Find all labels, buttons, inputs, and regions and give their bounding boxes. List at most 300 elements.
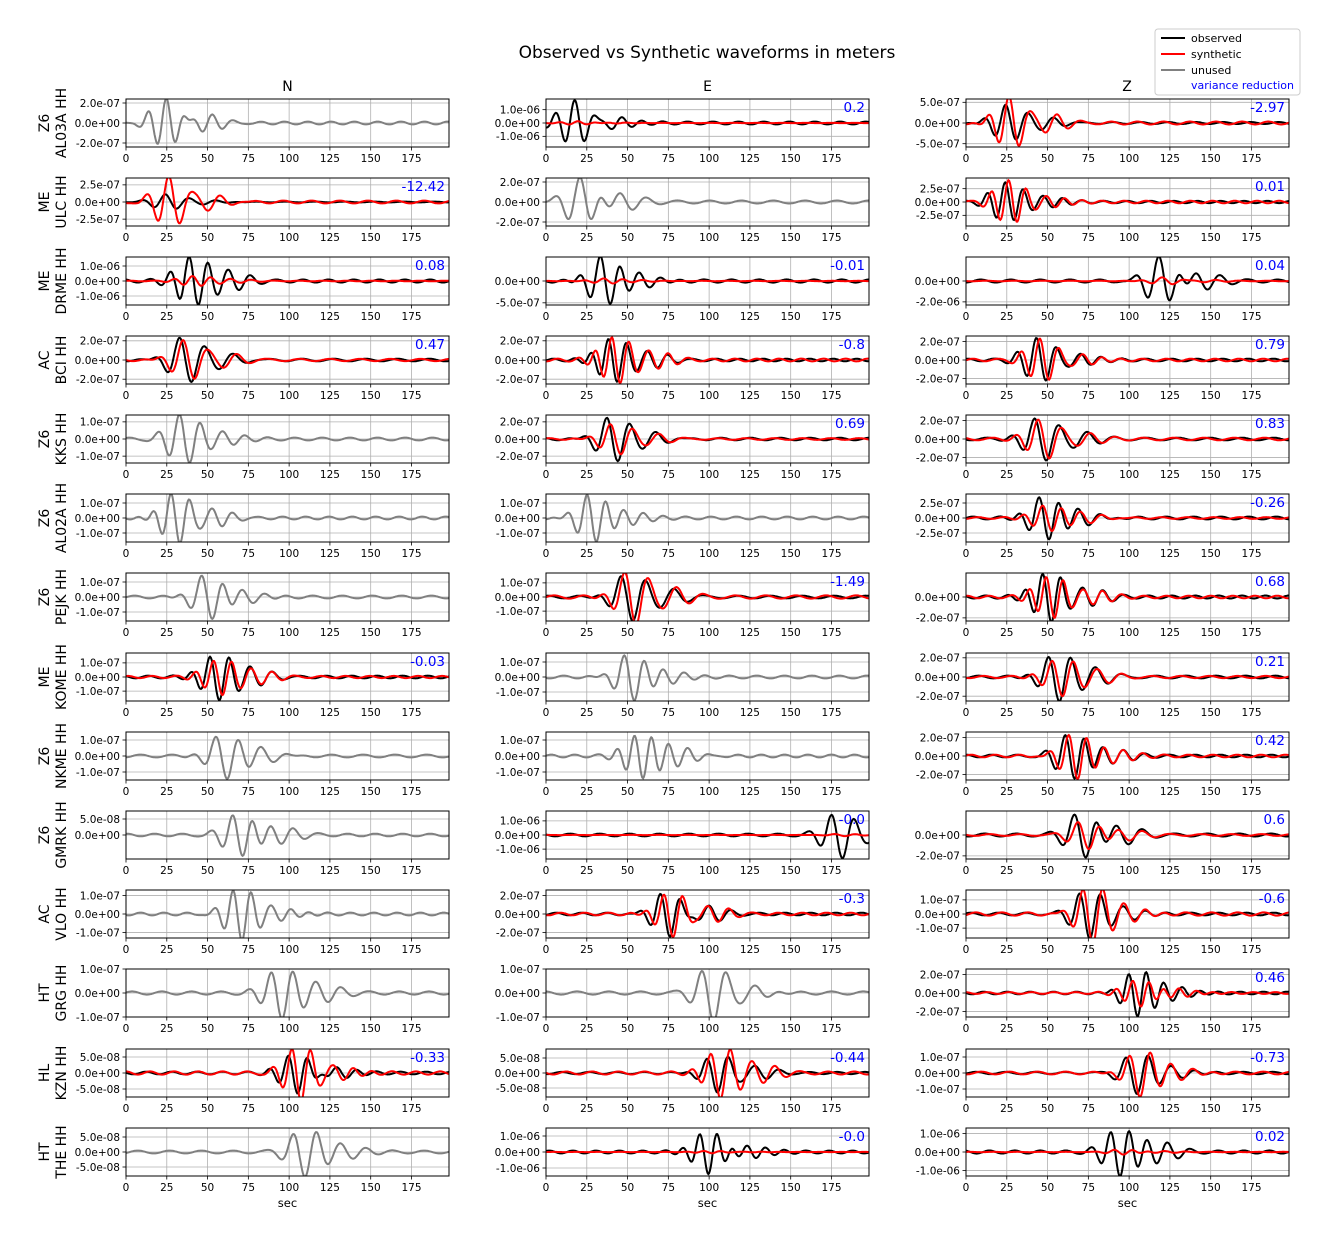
x-tick-label: 100 bbox=[699, 1103, 720, 1115]
x-tick-label: 175 bbox=[821, 865, 842, 877]
x-tick-label: 75 bbox=[1081, 786, 1096, 798]
variance-reduction-label: -1.49 bbox=[830, 574, 865, 590]
y-tick-label: 1.0e-07 bbox=[499, 497, 540, 510]
y-tick-label: -2.0e-07 bbox=[915, 452, 960, 465]
y-tick-label: 1.0e-07 bbox=[499, 734, 540, 747]
x-tick-label: 125 bbox=[319, 311, 340, 323]
variance-reduction-label: 0.6 bbox=[1263, 812, 1285, 828]
x-tick-label: 125 bbox=[319, 865, 340, 877]
x-tick-label: 50 bbox=[200, 1103, 215, 1115]
x-tick-label: 75 bbox=[661, 469, 676, 481]
y-tick-label: 1.0e-06 bbox=[79, 260, 120, 273]
x-tick-label: 150 bbox=[780, 1103, 801, 1115]
x-tick-label: 100 bbox=[279, 311, 300, 323]
y-tick-label: 2.0e-07 bbox=[919, 415, 960, 428]
panel-4-2 bbox=[915, 415, 1289, 481]
legend bbox=[1155, 29, 1300, 95]
x-tick-label: 25 bbox=[1000, 153, 1014, 165]
row-label-2 bbox=[37, 248, 70, 315]
x-tick-label: 0 bbox=[962, 153, 970, 165]
x-tick-label: 0 bbox=[962, 944, 970, 956]
row-network-label: HT bbox=[37, 983, 53, 1003]
x-axis-label: sec bbox=[1117, 1196, 1138, 1210]
panel-5-2 bbox=[915, 494, 1289, 560]
legend-label-synthetic: synthetic bbox=[1191, 48, 1242, 61]
variance-reduction-label: -2.97 bbox=[1250, 100, 1285, 116]
row-network-label: HL bbox=[37, 1063, 53, 1083]
x-tick-label: 100 bbox=[699, 1023, 720, 1035]
x-tick-label: 25 bbox=[160, 390, 174, 402]
x-tick-label: 125 bbox=[739, 469, 760, 481]
row-station-label: VLO HH bbox=[54, 887, 70, 941]
x-tick-label: 100 bbox=[1119, 1182, 1140, 1194]
x-tick-label: 0 bbox=[962, 865, 970, 877]
x-tick-label: 50 bbox=[620, 390, 635, 402]
x-tick-label: 150 bbox=[1200, 469, 1221, 481]
legend-label-observed: observed bbox=[1191, 32, 1242, 45]
figure-title: Observed vs Synthetic waveforms in meters bbox=[518, 43, 896, 63]
x-tick-label: 50 bbox=[1040, 390, 1055, 402]
x-tick-label: 25 bbox=[1000, 1023, 1014, 1035]
x-tick-label: 75 bbox=[661, 707, 676, 719]
x-tick-label: 50 bbox=[1040, 627, 1055, 639]
x-tick-label: 25 bbox=[580, 1103, 594, 1115]
x-tick-label: 0 bbox=[122, 865, 130, 877]
x-tick-label: 125 bbox=[1159, 1023, 1180, 1035]
row-label-5 bbox=[37, 483, 70, 553]
x-tick-label: 175 bbox=[821, 1023, 842, 1035]
x-tick-label: 125 bbox=[1159, 786, 1180, 798]
x-tick-label: 75 bbox=[1081, 153, 1096, 165]
x-tick-label: 50 bbox=[200, 548, 215, 560]
y-tick-label: 0.0e+00 bbox=[74, 275, 120, 288]
variance-reduction-label: -0.8 bbox=[838, 337, 865, 353]
y-tick-label: -1.0e-06 bbox=[75, 290, 120, 303]
x-tick-label: 25 bbox=[1000, 627, 1014, 639]
x-tick-label: 150 bbox=[780, 786, 801, 798]
y-tick-label: -2.0e-06 bbox=[915, 296, 960, 309]
y-tick-label: 0.0e+00 bbox=[74, 433, 120, 446]
y-tick-label: 0.0e+00 bbox=[914, 1067, 960, 1080]
variance-reduction-label: 0.42 bbox=[1254, 733, 1285, 749]
x-tick-label: 0 bbox=[122, 390, 130, 402]
x-tick-label: 0 bbox=[542, 1023, 550, 1035]
x-tick-label: 50 bbox=[200, 944, 215, 956]
row-network-label: ME bbox=[37, 191, 53, 213]
y-tick-label: 1.0e-06 bbox=[499, 104, 540, 117]
panel-2-0 bbox=[75, 257, 449, 323]
variance-reduction-label: -12.42 bbox=[401, 179, 445, 195]
y-tick-label: -5.0e-08 bbox=[75, 1083, 120, 1096]
x-tick-label: 0 bbox=[542, 311, 550, 323]
x-tick-label: 0 bbox=[962, 707, 970, 719]
x-tick-label: 75 bbox=[1081, 548, 1096, 560]
y-tick-label: 0.0e+00 bbox=[74, 750, 120, 763]
x-tick-label: 150 bbox=[780, 1023, 801, 1035]
column-title-n: N bbox=[282, 79, 293, 95]
y-tick-label: -1.0e-07 bbox=[75, 450, 120, 463]
panel-8-1 bbox=[495, 732, 869, 798]
row-network-label: AC bbox=[37, 904, 53, 924]
x-tick-label: 175 bbox=[821, 311, 842, 323]
x-tick-label: 125 bbox=[739, 548, 760, 560]
x-tick-label: 125 bbox=[319, 786, 340, 798]
y-tick-label: 0.0e+00 bbox=[74, 1067, 120, 1080]
x-tick-label: 100 bbox=[279, 1103, 300, 1115]
y-tick-label: -1.0e-07 bbox=[75, 606, 120, 619]
x-tick-label: 0 bbox=[542, 627, 550, 639]
x-tick-label: 50 bbox=[200, 1023, 215, 1035]
x-tick-label: 125 bbox=[1159, 707, 1180, 719]
x-tick-label: 0 bbox=[962, 1103, 970, 1115]
x-tick-label: 125 bbox=[1159, 153, 1180, 165]
x-tick-label: 125 bbox=[739, 390, 760, 402]
x-tick-label: 125 bbox=[1159, 944, 1180, 956]
x-tick-label: 100 bbox=[279, 944, 300, 956]
x-tick-label: 25 bbox=[580, 627, 594, 639]
x-tick-label: 150 bbox=[1200, 707, 1221, 719]
panel-7-0 bbox=[75, 653, 449, 719]
y-tick-label: 2.0e-07 bbox=[499, 890, 540, 903]
x-tick-label: 50 bbox=[1040, 1103, 1055, 1115]
x-tick-label: 0 bbox=[962, 786, 970, 798]
panel-10-1 bbox=[495, 890, 869, 956]
x-tick-label: 100 bbox=[279, 707, 300, 719]
x-tick-label: 125 bbox=[319, 1103, 340, 1115]
x-tick-label: 25 bbox=[1000, 469, 1014, 481]
x-tick-label: 175 bbox=[401, 153, 422, 165]
x-tick-label: 175 bbox=[401, 1023, 422, 1035]
column-title-z: Z bbox=[1122, 79, 1132, 95]
y-tick-label: -2.0e-07 bbox=[495, 927, 540, 940]
panel-11-0 bbox=[75, 964, 449, 1035]
x-tick-label: 0 bbox=[122, 944, 130, 956]
x-tick-label: 175 bbox=[1241, 153, 1262, 165]
x-tick-label: 50 bbox=[1040, 469, 1055, 481]
y-tick-label: 1.0e-07 bbox=[79, 734, 120, 747]
row-label-8 bbox=[37, 723, 70, 789]
y-tick-label: -5.0e-07 bbox=[915, 138, 960, 151]
y-tick-label: -1.0e-07 bbox=[75, 766, 120, 779]
y-tick-label: -2.5e-07 bbox=[75, 213, 120, 226]
x-tick-label: 0 bbox=[542, 548, 550, 560]
panel-0-1 bbox=[495, 99, 869, 165]
y-tick-label: 1.0e-07 bbox=[919, 894, 960, 907]
x-tick-label: 100 bbox=[279, 786, 300, 798]
x-tick-label: 125 bbox=[739, 627, 760, 639]
y-tick-label: 0.0e+00 bbox=[494, 1146, 540, 1159]
x-tick-label: 175 bbox=[821, 1182, 842, 1194]
x-tick-label: 0 bbox=[122, 1103, 130, 1115]
panel-7-2 bbox=[915, 653, 1289, 719]
y-tick-label: 0.0e+00 bbox=[914, 196, 960, 209]
x-tick-label: 0 bbox=[122, 469, 130, 481]
x-tick-label: 50 bbox=[1040, 232, 1055, 244]
x-tick-label: 150 bbox=[360, 1103, 381, 1115]
y-tick-label: -2.0e-07 bbox=[495, 216, 540, 229]
x-tick-label: 100 bbox=[1119, 707, 1140, 719]
x-tick-label: 150 bbox=[1200, 865, 1221, 877]
x-tick-label: 150 bbox=[360, 153, 381, 165]
x-tick-label: 50 bbox=[620, 311, 635, 323]
y-tick-label: 0.0e+00 bbox=[74, 117, 120, 130]
row-network-label: AC bbox=[37, 350, 53, 370]
x-tick-label: 0 bbox=[962, 1023, 970, 1035]
x-tick-label: 50 bbox=[200, 232, 215, 244]
y-tick-label: 1.0e-06 bbox=[499, 815, 540, 828]
row-label-13 bbox=[37, 1125, 70, 1179]
row-station-label: AL03A HH bbox=[54, 87, 70, 159]
y-tick-label: 2.0e-07 bbox=[79, 97, 120, 110]
x-tick-label: 100 bbox=[279, 1023, 300, 1035]
x-tick-label: 175 bbox=[1241, 865, 1262, 877]
x-tick-label: 25 bbox=[160, 1023, 174, 1035]
x-tick-label: 175 bbox=[1241, 1103, 1262, 1115]
x-tick-label: 100 bbox=[279, 1182, 300, 1194]
y-tick-label: 5.0e-08 bbox=[79, 1051, 120, 1064]
y-tick-label: -1.0e-07 bbox=[495, 766, 540, 779]
x-tick-label: 100 bbox=[279, 153, 300, 165]
y-tick-label: 0.0e+00 bbox=[494, 671, 540, 684]
x-tick-label: 150 bbox=[1200, 153, 1221, 165]
x-tick-label: 100 bbox=[699, 786, 720, 798]
x-tick-label: 125 bbox=[319, 1023, 340, 1035]
variance-reduction-label: 0.47 bbox=[414, 337, 445, 353]
x-tick-label: 75 bbox=[661, 865, 676, 877]
y-tick-label: 2.0e-07 bbox=[919, 732, 960, 745]
x-tick-label: 100 bbox=[1119, 865, 1140, 877]
x-tick-label: 150 bbox=[360, 944, 381, 956]
x-tick-label: 125 bbox=[319, 153, 340, 165]
x-tick-label: 175 bbox=[1241, 469, 1262, 481]
x-tick-label: 25 bbox=[580, 707, 594, 719]
y-tick-label: -2.0e-07 bbox=[915, 612, 960, 625]
x-tick-label: 25 bbox=[160, 469, 174, 481]
y-tick-label: -2.0e-07 bbox=[915, 1006, 960, 1019]
x-tick-label: 150 bbox=[1200, 1103, 1221, 1115]
x-tick-label: 0 bbox=[122, 548, 130, 560]
x-tick-label: 50 bbox=[620, 1182, 635, 1194]
variance-reduction-label: 0.46 bbox=[1254, 970, 1285, 986]
x-tick-label: 175 bbox=[401, 1182, 422, 1194]
variance-reduction-label: -0.0 bbox=[838, 1129, 865, 1145]
x-tick-label: 175 bbox=[1241, 786, 1262, 798]
x-tick-label: 50 bbox=[200, 469, 215, 481]
panel-12-1 bbox=[495, 1049, 869, 1115]
y-tick-label: -2.0e-07 bbox=[495, 374, 540, 386]
panel-8-0 bbox=[75, 732, 449, 798]
x-tick-label: 175 bbox=[821, 232, 842, 244]
x-tick-label: 0 bbox=[542, 232, 550, 244]
row-station-label: ULC HH bbox=[54, 175, 70, 229]
x-tick-label: 100 bbox=[1119, 153, 1140, 165]
x-tick-label: 100 bbox=[1119, 627, 1140, 639]
x-tick-label: 75 bbox=[661, 1023, 676, 1035]
y-tick-label: 0.0e+00 bbox=[914, 354, 960, 367]
y-tick-label: 0.0e+00 bbox=[914, 433, 960, 446]
panel-9-2 bbox=[915, 811, 1289, 877]
x-tick-label: 50 bbox=[620, 944, 635, 956]
row-label-11 bbox=[37, 965, 70, 1022]
x-tick-label: 25 bbox=[160, 627, 174, 639]
x-axis-label: sec bbox=[697, 1196, 718, 1210]
y-tick-label: 0.0e+00 bbox=[74, 908, 120, 921]
x-tick-label: 50 bbox=[620, 153, 635, 165]
variance-reduction-label: 0.83 bbox=[1254, 416, 1285, 432]
panel-1-1 bbox=[495, 177, 869, 244]
y-tick-label: 2.5e-07 bbox=[919, 183, 960, 196]
x-tick-label: 0 bbox=[542, 469, 550, 481]
x-tick-label: 75 bbox=[661, 232, 676, 244]
variance-reduction-label: 0.21 bbox=[1254, 654, 1285, 670]
panel-2-1 bbox=[495, 256, 869, 323]
x-tick-label: 50 bbox=[200, 865, 215, 877]
legend-label-variance-reduction: variance reduction bbox=[1191, 79, 1294, 92]
x-tick-label: 125 bbox=[1159, 469, 1180, 481]
y-tick-label: 0.0e+00 bbox=[914, 275, 960, 288]
x-tick-label: 75 bbox=[241, 548, 256, 560]
x-tick-label: 0 bbox=[542, 865, 550, 877]
y-tick-label: -1.0e-07 bbox=[495, 686, 540, 699]
panel-11-1 bbox=[495, 964, 869, 1035]
x-tick-label: 100 bbox=[699, 469, 720, 481]
x-tick-label: 25 bbox=[580, 548, 594, 560]
x-tick-label: 25 bbox=[580, 311, 594, 323]
x-tick-label: 75 bbox=[1081, 627, 1096, 639]
y-tick-label: 5.0e-08 bbox=[499, 1052, 540, 1065]
y-tick-label: 2.0e-07 bbox=[79, 335, 120, 348]
y-tick-label: 0.0e+00 bbox=[914, 750, 960, 763]
y-tick-label: 0.0e+00 bbox=[494, 433, 540, 446]
x-tick-label: 50 bbox=[1040, 1182, 1055, 1194]
y-tick-label: 2.5e-07 bbox=[79, 179, 120, 192]
row-station-label: AL02A HH bbox=[54, 482, 70, 554]
x-tick-label: 125 bbox=[319, 707, 340, 719]
row-network-label: HT bbox=[37, 1142, 53, 1162]
x-tick-label: 75 bbox=[241, 865, 256, 877]
x-tick-label: 25 bbox=[580, 469, 594, 481]
x-tick-label: 100 bbox=[1119, 786, 1140, 798]
panel-0-0 bbox=[75, 98, 449, 165]
x-tick-label: 100 bbox=[1119, 232, 1140, 244]
panel-4-1 bbox=[495, 415, 869, 481]
row-network-label: Z6 bbox=[37, 587, 53, 607]
variance-reduction-label: -0.26 bbox=[1250, 495, 1285, 511]
x-tick-label: 50 bbox=[620, 627, 635, 639]
x-tick-label: 75 bbox=[1081, 311, 1096, 323]
y-tick-label: 0.0e+00 bbox=[914, 829, 960, 842]
x-tick-label: 50 bbox=[200, 786, 215, 798]
row-station-label: THE HH bbox=[54, 1125, 70, 1179]
x-tick-label: 0 bbox=[542, 786, 550, 798]
variance-reduction-label: -0.44 bbox=[830, 1050, 865, 1066]
x-tick-label: 125 bbox=[319, 627, 340, 639]
x-tick-label: 175 bbox=[1241, 1182, 1262, 1194]
variance-reduction-label: -0.01 bbox=[830, 258, 865, 274]
y-tick-label: 0.0e+00 bbox=[74, 196, 120, 209]
y-tick-label: 0.0e+00 bbox=[74, 671, 120, 684]
x-tick-label: 150 bbox=[780, 865, 801, 877]
variance-reduction-label: 0.04 bbox=[1254, 258, 1285, 274]
y-tick-label: -1.0e-07 bbox=[495, 605, 540, 618]
x-tick-label: 0 bbox=[962, 548, 970, 560]
row-label-3 bbox=[37, 336, 70, 385]
y-tick-label: 0.0e+00 bbox=[494, 908, 540, 921]
x-tick-label: 150 bbox=[780, 311, 801, 323]
x-tick-label: 75 bbox=[241, 627, 256, 639]
x-tick-label: 75 bbox=[661, 548, 676, 560]
x-tick-label: 150 bbox=[780, 469, 801, 481]
x-tick-label: 150 bbox=[1200, 1182, 1221, 1194]
x-tick-label: 125 bbox=[739, 865, 760, 877]
x-tick-label: 0 bbox=[542, 1182, 550, 1194]
panel-13-0 bbox=[75, 1128, 449, 1210]
y-tick-label: 0.0e+00 bbox=[914, 671, 960, 684]
x-tick-label: 175 bbox=[821, 153, 842, 165]
x-tick-label: 150 bbox=[780, 944, 801, 956]
column-title-e: E bbox=[703, 79, 712, 95]
x-tick-label: 175 bbox=[1241, 1023, 1262, 1035]
panel-5-0 bbox=[75, 494, 449, 560]
x-tick-label: 150 bbox=[360, 1023, 381, 1035]
x-axis-label: sec bbox=[277, 1196, 298, 1210]
x-tick-label: 50 bbox=[200, 1182, 215, 1194]
row-station-label: BCI HH bbox=[54, 335, 70, 385]
x-tick-label: 150 bbox=[1200, 1023, 1221, 1035]
x-tick-label: 75 bbox=[241, 1182, 256, 1194]
y-tick-label: 0.0e+00 bbox=[494, 750, 540, 763]
panel-grid bbox=[37, 88, 1289, 1210]
y-tick-label: -1.0e-06 bbox=[495, 1162, 540, 1175]
x-tick-label: 100 bbox=[1119, 1103, 1140, 1115]
y-tick-label: -2.0e-07 bbox=[495, 450, 540, 463]
y-tick-label: -1.0e-07 bbox=[495, 527, 540, 540]
x-tick-label: 75 bbox=[1081, 390, 1096, 402]
x-tick-label: 50 bbox=[620, 786, 635, 798]
x-tick-label: 0 bbox=[542, 707, 550, 719]
x-tick-label: 75 bbox=[1081, 1103, 1096, 1115]
x-tick-label: 50 bbox=[620, 232, 635, 244]
y-tick-label: -1.0e-07 bbox=[915, 922, 960, 935]
x-tick-label: 175 bbox=[1241, 627, 1262, 639]
row-label-10 bbox=[37, 887, 70, 940]
x-tick-label: 25 bbox=[580, 944, 594, 956]
row-network-label: Z6 bbox=[37, 429, 53, 449]
x-tick-label: 50 bbox=[620, 865, 635, 877]
variance-reduction-label: -0.73 bbox=[1250, 1050, 1285, 1066]
row-station-label: KOME HH bbox=[54, 644, 70, 710]
row-label-12 bbox=[37, 1046, 70, 1101]
x-tick-label: 25 bbox=[160, 153, 174, 165]
x-tick-label: 25 bbox=[1000, 1182, 1014, 1194]
row-station-label: KZN HH bbox=[54, 1045, 70, 1101]
y-tick-label: 1.0e-06 bbox=[499, 1130, 540, 1143]
x-tick-label: 100 bbox=[699, 232, 720, 244]
y-tick-label: -5.0e-07 bbox=[495, 297, 540, 310]
x-tick-label: 150 bbox=[1200, 944, 1221, 956]
x-tick-label: 25 bbox=[580, 153, 594, 165]
variance-reduction-label: -0.33 bbox=[410, 1050, 445, 1066]
y-tick-label: -2.0e-07 bbox=[75, 374, 120, 386]
x-tick-label: 50 bbox=[200, 390, 215, 402]
variance-reduction-label: -0.03 bbox=[410, 654, 445, 670]
panel-10-2 bbox=[915, 889, 1289, 956]
y-tick-label: 1.0e-07 bbox=[79, 576, 120, 589]
synthetic-trace bbox=[546, 834, 869, 836]
x-tick-label: 25 bbox=[1000, 390, 1014, 402]
y-tick-label: -2.0e-07 bbox=[915, 373, 960, 386]
x-tick-label: 100 bbox=[1119, 1023, 1140, 1035]
